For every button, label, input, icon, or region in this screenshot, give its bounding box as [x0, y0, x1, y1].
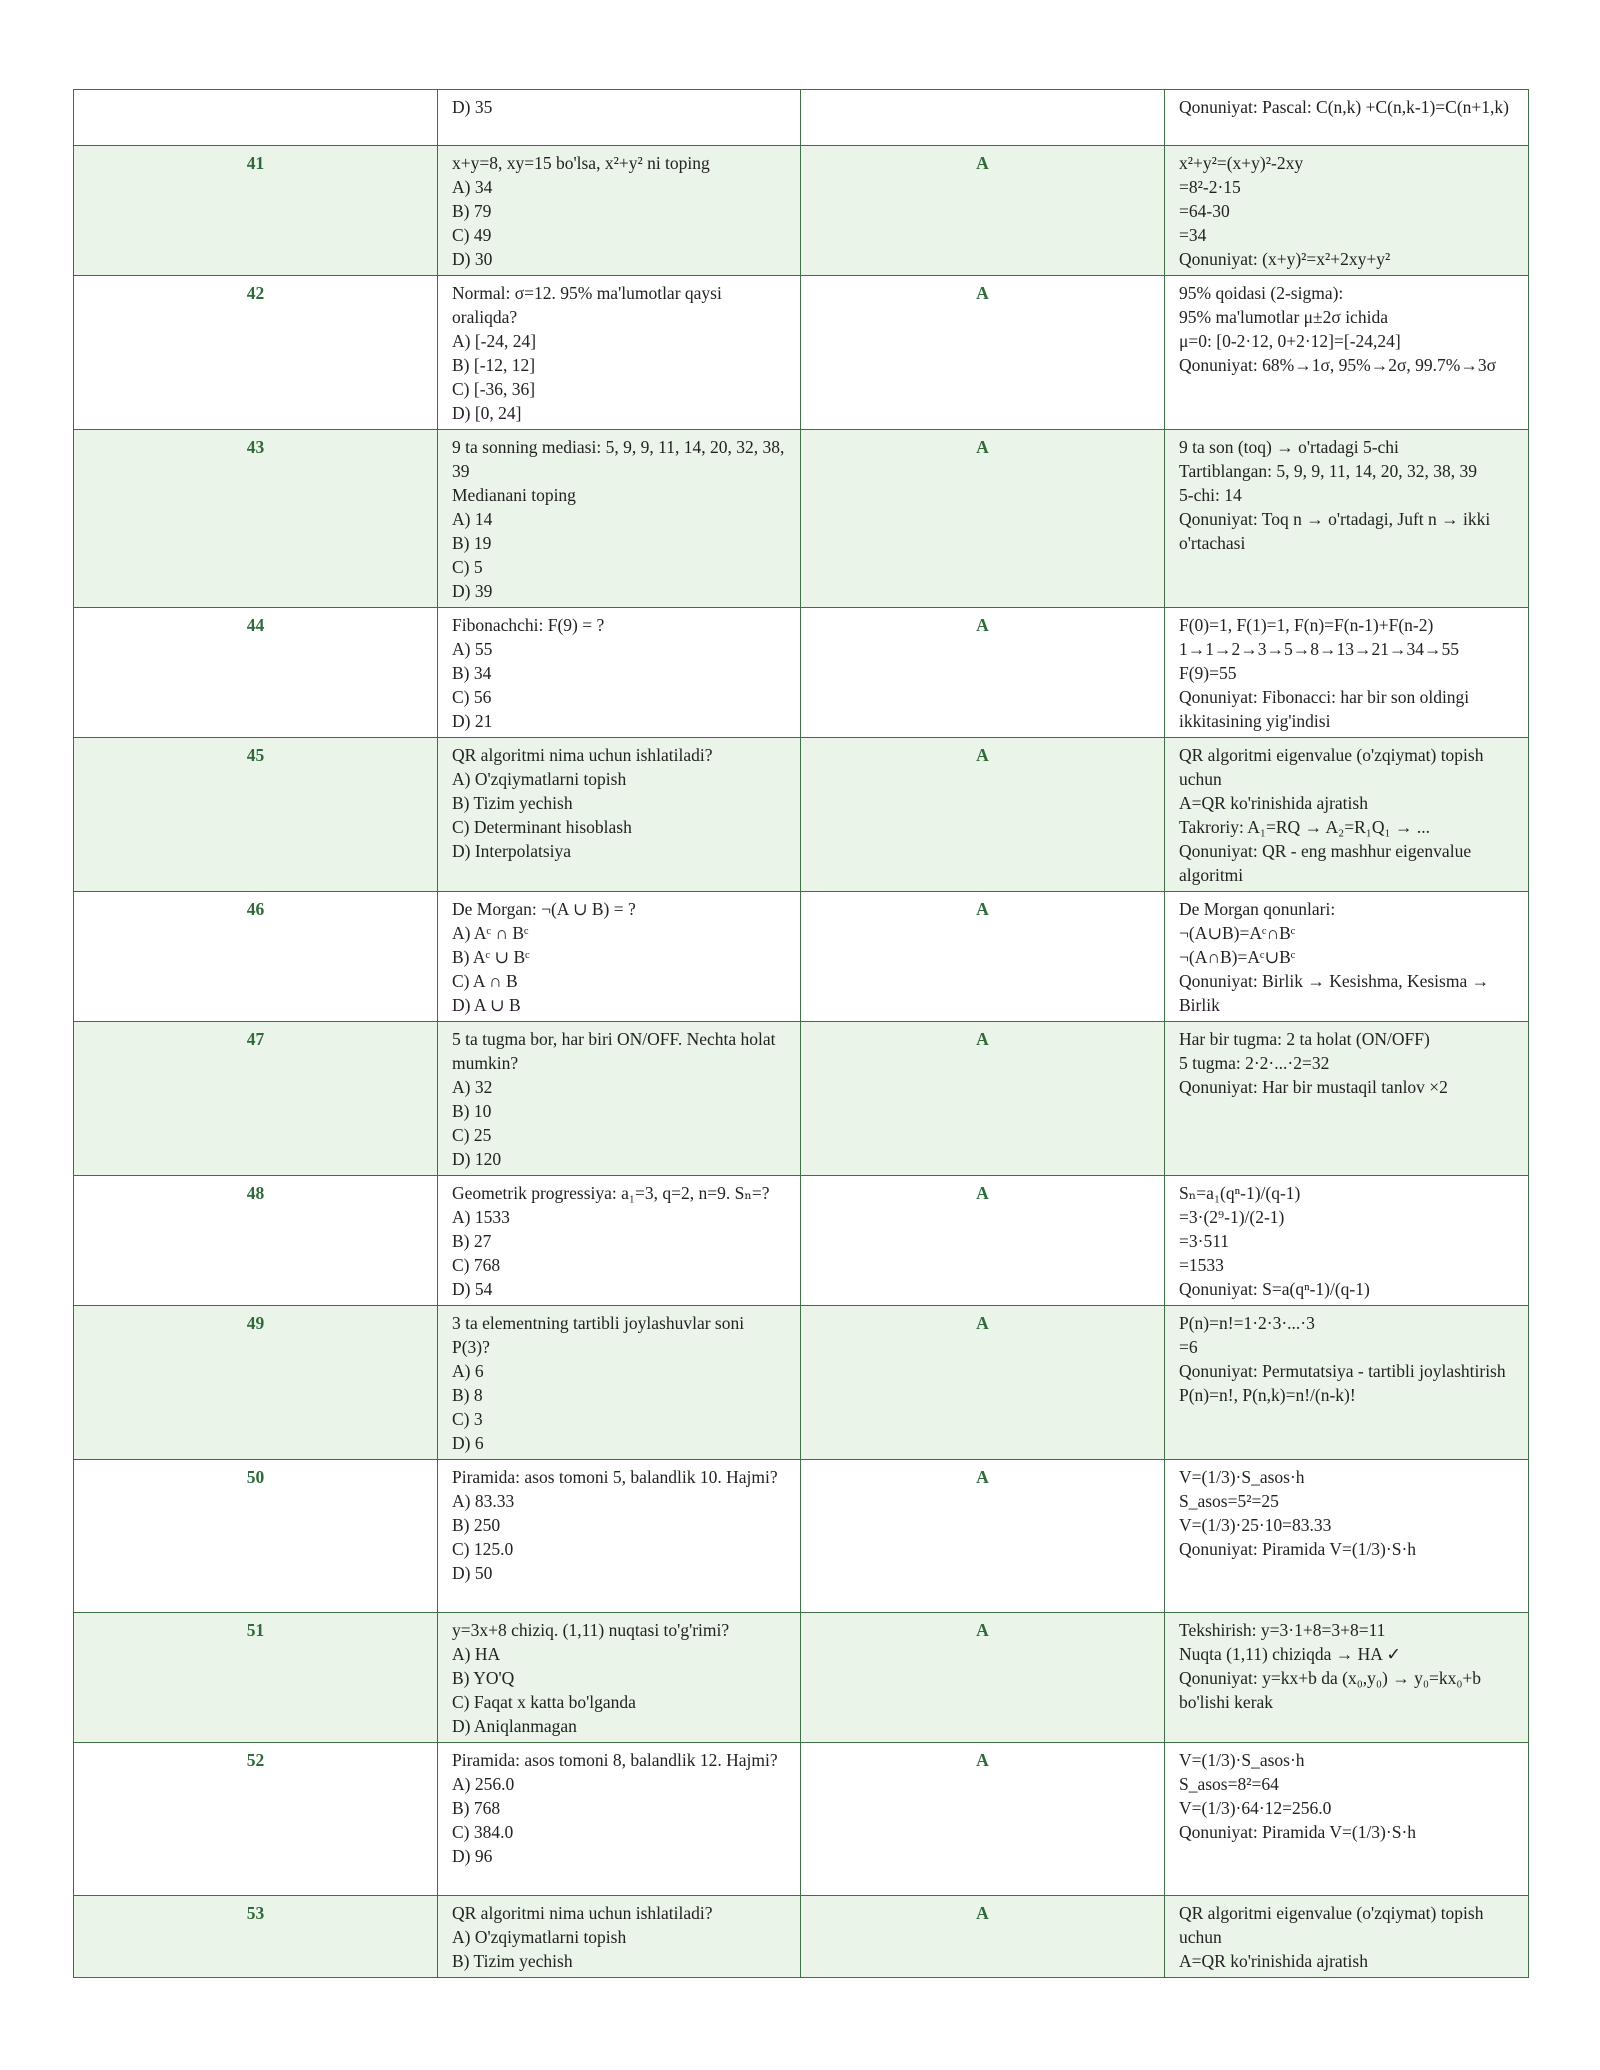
answer-option: A) O'zqiymatlarni topish [452, 769, 627, 789]
explanation-line: Qonuniyat: Permutatsiya - tartibli joylashtirish [1179, 1361, 1506, 1381]
table-row [74, 146, 1529, 276]
answer-option: B) 79 [452, 201, 492, 221]
explanation-cell [1165, 90, 1529, 146]
explanation-cell [1165, 1306, 1529, 1460]
answer-option: D) Aniqlanmagan [452, 1716, 577, 1736]
correct-answer: A [801, 1306, 1165, 1460]
question-number: 46 [74, 892, 438, 1022]
question-text: QR algoritmi nima uchun ishlatiladi? [452, 745, 713, 765]
answer-option: C) 125.0 [452, 1539, 514, 1559]
explanation-line: Qonuniyat: Birlik → Kesishma, Kesisma → Birlik [1179, 971, 1490, 1015]
answer-option: D) 21 [452, 711, 493, 731]
question-cell [438, 1306, 801, 1460]
answer-option: A) 83.33 [452, 1491, 515, 1511]
explanation-cell [1165, 146, 1529, 276]
question-cell [438, 1743, 801, 1896]
table-row [74, 430, 1529, 608]
explanation-line: V=(1/3)·25·10=83.33 [1179, 1515, 1332, 1535]
question-number: 41 [74, 146, 438, 276]
question-text: 3 ta elementning tartibli joylashuvlar soni P(3)? [452, 1313, 745, 1357]
answer-option: A) 32 [452, 1077, 493, 1097]
answer-option: B) 768 [452, 1798, 501, 1818]
explanation-line: =64-30 [1179, 201, 1230, 221]
answer-option: A) HA [452, 1644, 501, 1664]
question-text: Geometrik progressiya: a₁=3, q=2, n=9. Sₙ=? [452, 1183, 770, 1203]
answer-option: D) 6 [452, 1433, 484, 1453]
questions-table-body [74, 90, 1529, 1978]
explanation-cell [1165, 1743, 1529, 1896]
explanation-line: Takroriy: A₁=RQ → A₂=R₁Q₁ → ... [1179, 817, 1430, 837]
explanation-line: P(n)=n!, P(n,k)=n!/(n-k)! [1179, 1385, 1356, 1405]
question-number: 49 [74, 1306, 438, 1460]
explanation-line: =3·511 [1179, 1231, 1230, 1251]
explanation-line: Qonuniyat: Har bir mustaqil tanlov ×2 [1179, 1077, 1448, 1097]
question-text: Piramida: asos tomoni 8, balandlik 12. Hajmi? [452, 1750, 778, 1770]
correct-answer: A [801, 1176, 1165, 1306]
explanation-cell [1165, 1460, 1529, 1613]
answer-option: C) 384.0 [452, 1822, 514, 1842]
answer-option: D) Interpolatsiya [452, 841, 572, 861]
question-number [74, 90, 438, 146]
table-row [74, 276, 1529, 430]
answer-option: D) 54 [452, 1279, 493, 1299]
question-cell [438, 1022, 801, 1176]
explanation-line: Qonuniyat: y=kx+b da (x₀,y₀) → y₀=kx₀+b bo'lishi kerak [1179, 1668, 1482, 1712]
answer-option: A) 6 [452, 1361, 484, 1381]
answer-option: B) Tizim yechish [452, 1951, 573, 1971]
question-number: 43 [74, 430, 438, 608]
questions-table [73, 89, 1529, 1978]
explanation-line: =3·(2⁹-1)/(2-1) [1179, 1207, 1285, 1227]
question-number: 53 [74, 1896, 438, 1978]
explanation-line: =1533 [1179, 1255, 1224, 1275]
correct-answer: A [801, 1743, 1165, 1896]
answer-option: B) 10 [452, 1101, 492, 1121]
explanation-line: 5 tugma: 2·2·...·2=32 [1179, 1053, 1330, 1073]
correct-answer: A [801, 738, 1165, 892]
explanation-line: F(0)=1, F(1)=1, F(n)=F(n-1)+F(n-2) [1179, 615, 1434, 635]
correct-answer: A [801, 608, 1165, 738]
explanation-line: μ=0: [0-2·12, 0+2·12]=[-24,24] [1179, 331, 1401, 351]
answer-option: A) 14 [452, 509, 493, 529]
question-number: 48 [74, 1176, 438, 1306]
question-text: y=3x+8 chiziq. (1,11) nuqtasi to'g'rimi? [452, 1620, 730, 1640]
answer-option: C) 49 [452, 225, 492, 245]
question-cell [438, 892, 801, 1022]
table-row [74, 738, 1529, 892]
answer-option: A) 256.0 [452, 1774, 515, 1794]
answer-option: B) 19 [452, 533, 492, 553]
question-cell [438, 1613, 801, 1743]
question-cell [438, 608, 801, 738]
explanation-line: QR algoritmi eigenvalue (o'zqiymat) topish uchun [1179, 1903, 1484, 1947]
explanation-cell [1165, 1022, 1529, 1176]
explanation-line: V=(1/3)·64·12=256.0 [1179, 1798, 1332, 1818]
explanation-line: Tartiblangan: 5, 9, 9, 11, 14, 20, 32, 38, 39 [1179, 461, 1478, 481]
question-text: D) 35 [452, 97, 493, 117]
explanation-line: V=(1/3)·S_asos·h [1179, 1750, 1305, 1770]
explanation-line: Qonuniyat: S=a(qⁿ-1)/(q-1) [1179, 1279, 1370, 1299]
answer-option: D) A ∪ B [452, 995, 521, 1015]
correct-answer: A [801, 276, 1165, 430]
answer-option: C) A ∩ B [452, 971, 518, 991]
question-text: Normal: σ=12. 95% ma'lumotlar qaysi oraliqda? [452, 283, 722, 327]
explanation-cell [1165, 1613, 1529, 1743]
explanation-line: 9 ta son (toq) → o'rtadagi 5-chi [1179, 437, 1399, 457]
table-row [74, 1896, 1529, 1978]
answer-option: A) 34 [452, 177, 493, 197]
table-row [74, 1460, 1529, 1613]
answer-option: B) 27 [452, 1231, 492, 1251]
answer-option: B) YO'Q [452, 1668, 515, 1688]
answer-option: D) 39 [452, 581, 493, 601]
answer-option: C) 3 [452, 1409, 483, 1429]
correct-answer: A [801, 430, 1165, 608]
explanation-line: =8²-2·15 [1179, 177, 1241, 197]
explanation-cell [1165, 430, 1529, 608]
question-cell [438, 430, 801, 608]
question-text: QR algoritmi nima uchun ishlatiladi? [452, 1903, 713, 1923]
correct-answer: A [801, 892, 1165, 1022]
explanation-line: =34 [1179, 225, 1207, 245]
explanation-line: ¬(A∪B)=Aᶜ∩Bᶜ [1179, 923, 1296, 943]
answer-option: B) 34 [452, 663, 492, 683]
question-number: 45 [74, 738, 438, 892]
explanation-line: x²+y²=(x+y)²-2xy [1179, 153, 1304, 173]
answer-option: Medianani toping [452, 485, 576, 505]
answer-option: C) 5 [452, 557, 483, 577]
table-row [74, 90, 1529, 146]
explanation-line: De Morgan qonunlari: [1179, 899, 1336, 919]
explanation-line: S_asos=8²=64 [1179, 1774, 1279, 1794]
question-text: Fibonachchi: F(9) = ? [452, 615, 605, 635]
answer-option: B) 250 [452, 1515, 501, 1535]
answer-option: D) [0, 24] [452, 403, 522, 423]
answer-option: A) 1533 [452, 1207, 510, 1227]
explanation-line: =6 [1179, 1337, 1198, 1357]
question-cell [438, 1176, 801, 1306]
explanation-line: Har bir tugma: 2 ta holat (ON/OFF) [1179, 1029, 1430, 1049]
answer-option: A) O'zqiymatlarni topish [452, 1927, 627, 1947]
explanation-line: 5-chi: 14 [1179, 485, 1242, 505]
explanation-line: Qonuniyat: Piramida V=(1/3)·S·h [1179, 1822, 1417, 1842]
question-cell [438, 1460, 801, 1613]
answer-option: C) 768 [452, 1255, 501, 1275]
explanation-line: Qonuniyat: (x+y)²=x²+2xy+y² [1179, 249, 1391, 269]
question-number: 47 [74, 1022, 438, 1176]
explanation-cell [1165, 1176, 1529, 1306]
explanation-line: Qonuniyat: Toq n → o'rtadagi, Juft n → ikki o'rtachasi [1179, 509, 1491, 553]
explanation-line: Qonuniyat: Piramida V=(1/3)·S·h [1179, 1539, 1417, 1559]
table-row [74, 1743, 1529, 1896]
question-text: 9 ta sonning mediasi: 5, 9, 9, 11, 14, 20, 32, 38, 39 [452, 437, 785, 481]
question-text: Piramida: asos tomoni 5, balandlik 10. Hajmi? [452, 1467, 778, 1487]
correct-answer: A [801, 1460, 1165, 1613]
answer-option: D) 50 [452, 1563, 493, 1583]
explanation-cell [1165, 608, 1529, 738]
answer-option: D) 30 [452, 249, 493, 269]
explanation-line: Qonuniyat: Fibonacci: har bir son oldingi ikkitasining yig'indisi [1179, 687, 1470, 731]
explanation-line: 95% ma'lumotlar μ±2σ ichida [1179, 307, 1388, 327]
explanation-line: A=QR ko'rinishida ajratish [1179, 793, 1368, 813]
question-cell [438, 1896, 801, 1978]
answer-option: A) 55 [452, 639, 493, 659]
table-row [74, 1613, 1529, 1743]
explanation-line: Qonuniyat: 68%→1σ, 95%→2σ, 99.7%→3σ [1179, 355, 1497, 375]
question-number: 42 [74, 276, 438, 430]
table-row [74, 892, 1529, 1022]
answer-option: A) [-24, 24] [452, 331, 537, 351]
answer-option: C) 56 [452, 687, 492, 707]
explanation-cell [1165, 276, 1529, 430]
explanation-line: QR algoritmi eigenvalue (o'zqiymat) topish uchun [1179, 745, 1484, 789]
question-number: 52 [74, 1743, 438, 1896]
explanation-cell [1165, 1896, 1529, 1978]
answer-option: C) Determinant hisoblash [452, 817, 632, 837]
question-cell [438, 276, 801, 430]
question-text: De Morgan: ¬(A ∪ B) = ? [452, 899, 636, 919]
answer-option: D) 96 [452, 1846, 493, 1866]
question-text: 5 ta tugma bor, har biri ON/OFF. Nechta holat mumkin? [452, 1029, 776, 1073]
explanation-cell [1165, 738, 1529, 892]
question-cell [438, 146, 801, 276]
explanation-line: P(n)=n!=1·2·3·...·3 [1179, 1313, 1315, 1333]
answer-option: D) 120 [452, 1149, 502, 1169]
table-row [74, 1306, 1529, 1460]
answer-option: B) [-12, 12] [452, 355, 536, 375]
explanation-line: ¬(A∩B)=Aᶜ∪Bᶜ [1179, 947, 1296, 967]
question-cell [438, 90, 801, 146]
explanation-line: F(9)=55 [1179, 663, 1237, 683]
explanation-line: Nuqta (1,11) chiziqda → HA ✓ [1179, 1644, 1402, 1664]
correct-answer: A [801, 1896, 1165, 1978]
answer-option: B) Aᶜ ∪ Bᶜ [452, 947, 530, 967]
correct-answer: A [801, 1022, 1165, 1176]
explanation-line: Tekshirish: y=3·1+8=3+8=11 [1179, 1620, 1386, 1640]
explanation-line: Sₙ=a₁(qⁿ-1)/(q-1) [1179, 1183, 1301, 1203]
correct-answer [801, 90, 1165, 146]
explanation-cell [1165, 892, 1529, 1022]
table-row [74, 1022, 1529, 1176]
explanation-line: 1→1→2→3→5→8→13→21→34→55 [1179, 639, 1459, 659]
question-number: 50 [74, 1460, 438, 1613]
explanation-line: Qonuniyat: Pascal: C(n,k) +C(n,k-1)=C(n+1,k) [1179, 97, 1509, 117]
explanation-line: Qonuniyat: QR - eng mashhur eigenvalue algoritmi [1179, 841, 1472, 885]
explanation-line: A=QR ko'rinishida ajratish [1179, 1951, 1368, 1971]
answer-option: C) 25 [452, 1125, 492, 1145]
explanation-line: S_asos=5²=25 [1179, 1491, 1279, 1511]
correct-answer: A [801, 1613, 1165, 1743]
question-cell [438, 738, 801, 892]
answer-option: B) 8 [452, 1385, 483, 1405]
answer-option: C) [-36, 36] [452, 379, 536, 399]
question-number: 51 [74, 1613, 438, 1743]
answer-option: A) Aᶜ ∩ Bᶜ [452, 923, 529, 943]
answer-option: B) Tizim yechish [452, 793, 573, 813]
answer-option: C) Faqat x katta bo'lganda [452, 1692, 636, 1712]
table-row [74, 1176, 1529, 1306]
correct-answer: A [801, 146, 1165, 276]
question-text: x+y=8, xy=15 bo'lsa, x²+y² ni toping [452, 153, 710, 173]
explanation-line: V=(1/3)·S_asos·h [1179, 1467, 1305, 1487]
question-number: 44 [74, 608, 438, 738]
table-row [74, 608, 1529, 738]
explanation-line: 95% qoidasi (2-sigma): [1179, 283, 1344, 303]
